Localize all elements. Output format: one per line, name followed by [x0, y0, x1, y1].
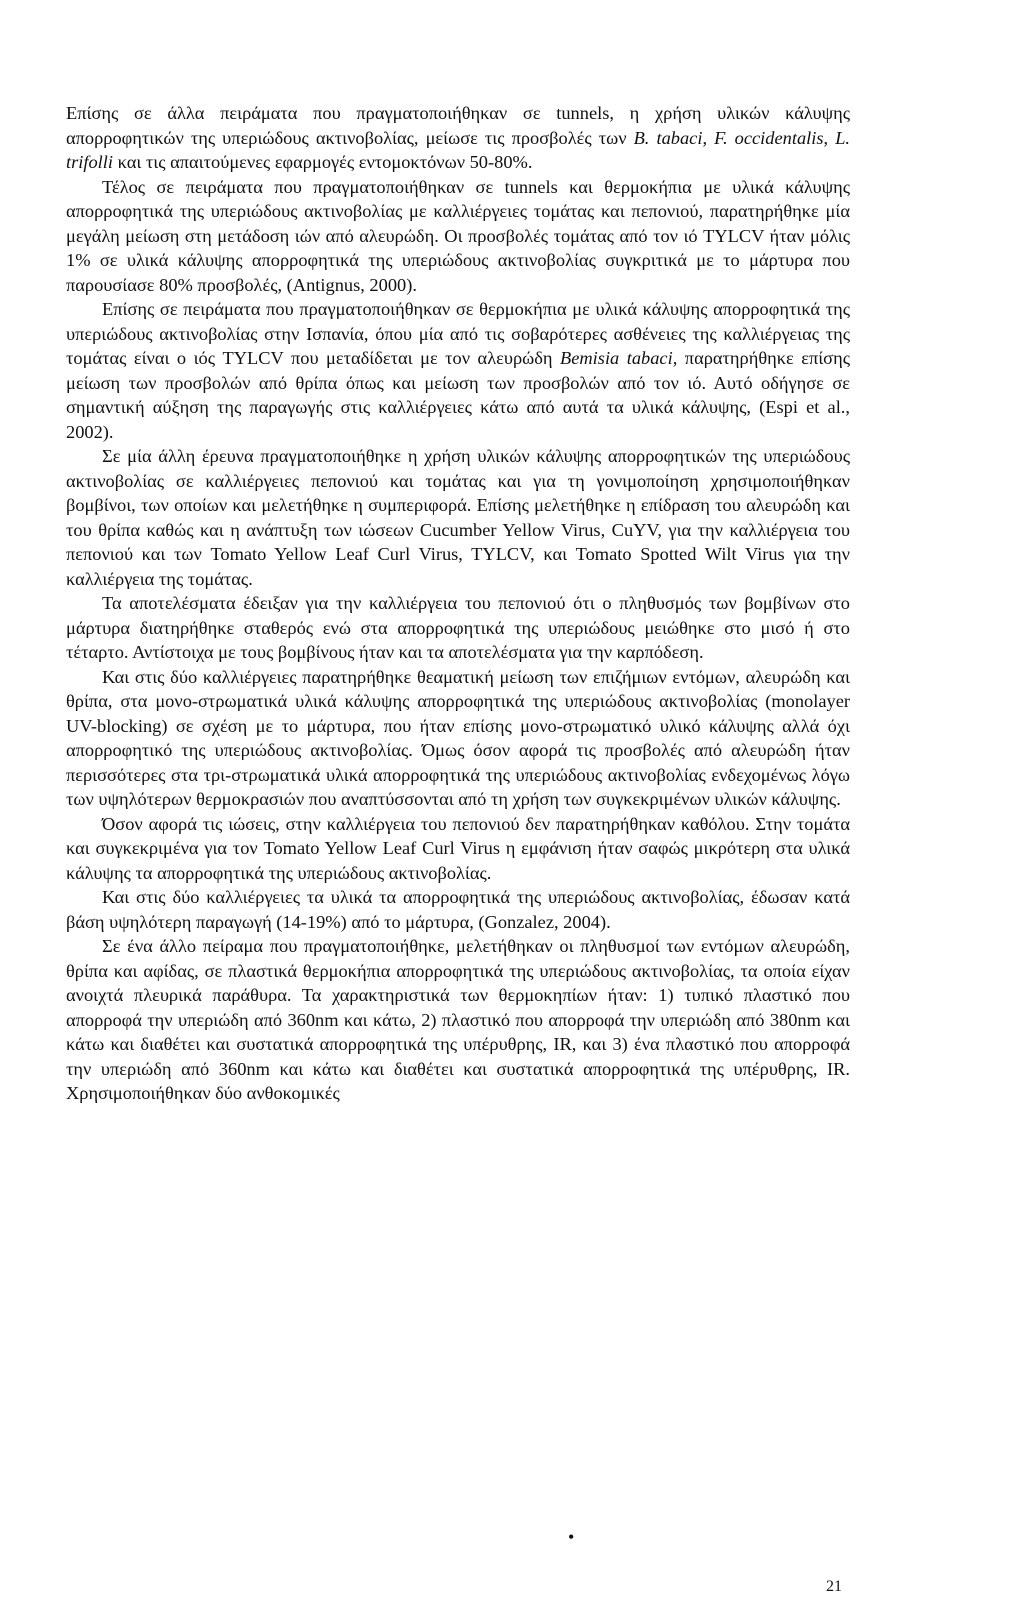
text-run: ,: [823, 127, 836, 148]
text-run: και τις απαιτούμενες εφαρμογές εντομοκτόνων 50-80%.: [113, 152, 533, 172]
paragraph: [66, 934, 850, 1106]
text-run: Τέλος σε πειράματα που πραγματοποιήθηκαν σε tunnels και θερμοκήπια με υλικά κάλυψης απορροφητικά της υπεριώδους ακτινοβολίας με καλλιέργειες τομάτας και πεπονιού, παρατηρήθηκε μία μεγάλη μείωση στη μετάδοση ιών από αλευρώδη. Οι προσβολές τομάτας από τον ιό TYLCV ήταν μόλις 1% σε υλικά κάλυψης απορροφητικά της υπεριώδους ακτινοβολίας συγκριτικά με το μάρτυρα που παρουσίασε 80% προσβολές, (Antignus, 2000).: [66, 176, 850, 295]
paragraph: [66, 444, 850, 591]
paragraph: [66, 297, 850, 444]
text-run: Τα αποτελέσματα έδειξαν για την καλλιέργεια του πεπονιού ότι ο πληθυσμός των βομβίνων στο μάρτυρα διατηρήθηκε σταθερός ενώ στα απορροφητικά της υπεριώδους μειώθηκε στο μισό ή στο τέταρτο. Αντίστοιχα με τους βομβίνους ήταν και τα αποτελέσματα για την καρπόδεση.: [66, 593, 850, 662]
paragraph: [66, 885, 850, 934]
text-run: Όσον αφορά τις ιώσεις, στην καλλιέργεια του πεπονιού δεν παρατηρήθηκαν καθόλου. Στην τομάτα και συγκεκριμένα για τον Tomato Yellow Leaf Curl Virus η εμφάνιση ήταν σαφώς μικρότερη στα υλικά κάλυψης τα απορροφητικά της υπεριώδους ακτινοβολίας.: [66, 813, 850, 883]
text-run: Σε μία άλλη έρευνα πραγματοποιήθηκε η χρήση υλικών κάλυψης απορροφητικών της υπεριώδους ακτινοβολίας σε καλλιέργειες πεπονιού και τομάτας και για τη γονιμοποίηση χρησιμοποιήθηκαν βομβίνοι, των οποίων και μελετήθηκε η συμπεριφορά. Επίσης μελετήθηκε η επίδραση του αλευρώδη και του θρίπα καθώς και η ανάπτυξη των ιώσεων Cucumber Yellow Virus, CuYV, για την καλλιέργεια του πεπονιού και των Tomato Yellow Leaf Curl Virus, TYLCV, και Tomato Spotted Wilt Virus για την καλλιέργεια της τομάτας.: [66, 446, 850, 589]
text-run: Σε ένα άλλο πείραμα που πραγματοποιήθηκε, μελετήθηκαν οι πληθυσμοί των εντόμων αλευρώδη, θρίπα και αφίδας, σε πλαστικά θερμοκήπια απορροφητικά της υπεριώδους ακτινοβολίας, τα οποία είχαν ανοιχτά πλευρικά παράθυρα. Τα χαρακτηριστικά των θερμοκηπίων ήταν: 1) τυπικό πλαστικό που απορροφά την υπεριώδη από 360nm και κάτω, 2) πλαστικό που απορροφά την υπεριώδη από 380nm και κάτω και διαθέτει και συστατικά απορροφητικά της υπέρυθρης, IR, και 3) ένα πλαστικό που απορροφά την υπεριώδη από 360nm και κάτω και διαθέτει και συστατικά απορροφητικά της υπέρυθρης, IR. Χρησιμοποιήθηκαν δύο ανθοκομικές: [66, 936, 850, 1103]
paragraph: [66, 812, 850, 886]
paragraph: [66, 101, 850, 175]
species-name: B. tabaci: [633, 127, 703, 148]
species-name: L. trifolli: [66, 127, 851, 172]
bullet-mark: •: [568, 1527, 575, 1547]
paragraph: [66, 175, 850, 298]
species-name: F. occidentalis: [714, 127, 824, 148]
text-run: Επίσης σε άλλα πειράματα που πραγματοποιήθηκαν σε tunnels, η χρήση υλικών κάλυψης απορροφητικών της υπεριώδους ακτινοβολίας, μείωσε τις προσβολές των: [66, 103, 850, 148]
page-number: 21: [826, 1578, 842, 1595]
text-run: Και στις δύο καλλιέργειες παρατηρήθηκε θεαματική μείωση των επιζήμιων εντόμων, αλευρώδη και θρίπα, στα μονο-στρωματικά υλικά κάλυψης απορροφητικά της υπεριώδους ακτινοβολίας (monolayer UV-blocking) σε σχέση με το μάρτυρα, που ήταν επίσης μονο-στρωματικό υλικό κάλυψης αλλά όχι απορροφητικό της υπεριώδους ακτινοβολίας. Όμως όσον αφορά τις προσβολές από αλευρώδη ήταν περισσότερες στα τρι-στρωματικά υλικά απορροφητικά της υπεριώδους ακτινοβολίας ενδεχομένως λόγω των υψηλότερων θερμοκρασιών που αναπτύσσονται από τη χρήση των συγκεκριμένων υλικών κάλυψης.: [66, 666, 850, 809]
document-body: [66, 101, 850, 1106]
text-run: , παρατηρήθηκε επίσης μείωση των προσβολών από θρίπα όπως και μείωση των προσβολών από τον ιό. Αυτό οδήγησε σε σημαντική αύξηση της παραγωγής στις καλλιέργειες κάτω από αυτά τα υλικά κάλυψης, (Espi et al., 2002).: [66, 348, 850, 442]
text-run: Και στις δύο καλλιέργειες τα υλικά τα απορροφητικά της υπεριώδους ακτινοβολίας, έδωσαν κατά βάση υψηλότερη παραγωγή (14-19%) από το μάρτυρα, (Gonzalez, 2004).: [66, 887, 850, 932]
text-run: Επίσης σε πειράματα που πραγματοποιήθηκαν σε θερμοκήπια με υλικά κάλυψης απορροφητικά της υπεριώδους ακτινοβολίας στην Ισπανία, όπου μία από τις σοβαρότερες ασθένειες της καλλιέργειας της τομάτας είναι ο ιός TYLCV που μεταδίδεται με τον αλευρώδη: [66, 299, 850, 368]
paragraph: [66, 665, 850, 812]
paragraph: [66, 591, 850, 665]
text-run: ,: [702, 127, 715, 148]
species-name: Bemisia tabaci: [560, 348, 673, 368]
